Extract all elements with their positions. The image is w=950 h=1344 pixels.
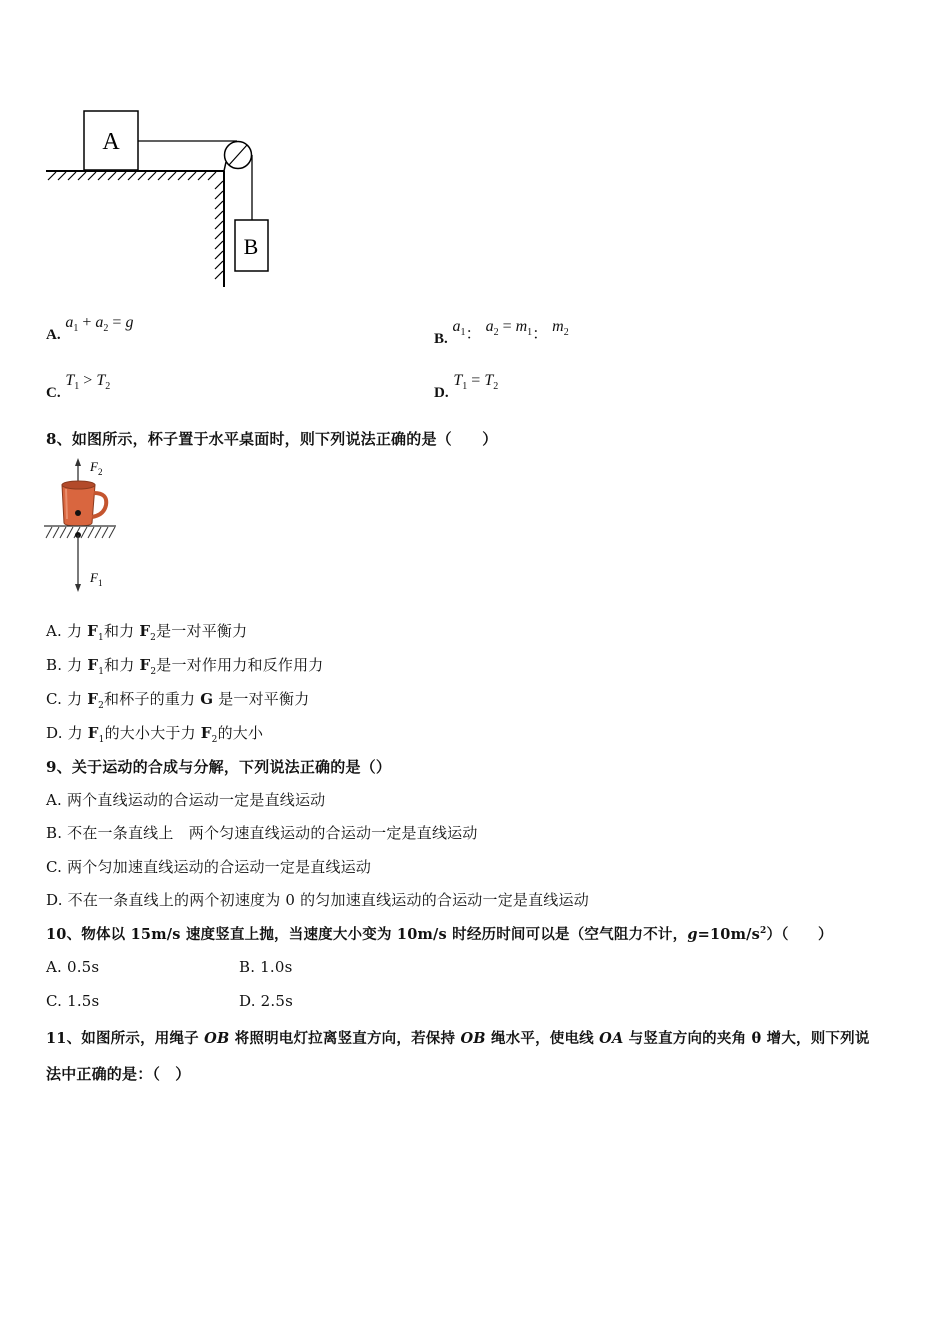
q8-stem: 8、如图所示，杯子置于水平桌面时，则下列说法正确的是（ ） (46, 430, 498, 448)
q7-option-c (46, 371, 111, 401)
formula-c: $T_1 > T_2$ (65, 372, 111, 393)
q11-stem-line2: 法中正确的是：（ ） (46, 1065, 191, 1083)
q9-option-c: C. 两个匀加速直线运动的合运动一定是直线运动 (46, 858, 372, 876)
q7-option-b (434, 313, 569, 347)
q11-stem-line1: 11、如图所示，用绳子 OB 将照明电灯拉离竖直方向，若保持 OB 绳水平，使电线 OA 与竖直方向的夹角 θ 增大，则下列说 (46, 1030, 870, 1047)
q10-stem: 10、物体以 15m/s 速度竖直上抛，当速度大小变为 10m/s 时经历时间可以是（空气阻力不计，$g=10m/s^2$）（ ） (46, 926, 833, 943)
cup-figure (40, 455, 130, 595)
formula-a: $a_1 + a_2 = g$ (65, 314, 134, 335)
q7-option-a (46, 313, 134, 343)
option-letter: D. (434, 385, 449, 401)
q10-option-c: C. 1.5s (46, 992, 100, 1010)
f1-sub: 1 (98, 578, 103, 588)
f2-label: F (90, 459, 98, 474)
block-a-label: A (102, 129, 120, 155)
q10-option-b: B. 1.0s (239, 958, 293, 976)
q10-option-a: A. 0.5s (46, 958, 100, 976)
q9-option-b: B. 不在一条直线上 两个匀速直线运动的合运动一定是直线运动 (46, 824, 478, 842)
q8-option-a: A. 力 $F_1$和力 $F_2$是一对平衡力 (46, 622, 248, 643)
q9-option-a: A. 两个直线运动的合运动一定是直线运动 (46, 791, 326, 809)
option-letter: A. (46, 327, 61, 343)
formula-d: $T_1 = T_2$ (453, 372, 499, 393)
formula-b: $a_1$： $a_2 = m_1$： $m_2$ (452, 318, 569, 343)
block-b-label: B (243, 234, 259, 259)
q9-stem: 9、关于运动的合成与分解，下列说法正确的是（） (46, 758, 392, 776)
q7-option-d (434, 371, 499, 401)
q9-option-d: D. 不在一条直线上的两个初速度为 0 的匀加速直线运动的合运动一定是直线运动 (46, 891, 589, 909)
q8-option-d: D. 力 $F_1$的大小大于力 $F_2$的大小 (46, 724, 264, 745)
f2-sub: 2 (98, 467, 103, 477)
option-letter: B. (434, 331, 448, 347)
option-letter: C. (46, 385, 61, 401)
f1-label: F (90, 570, 98, 585)
q8-option-c: C. 力 $F_2$和杯子的重力 G 是一对平衡力 (46, 690, 310, 711)
block-pulley-figure (40, 105, 280, 295)
q8-option-b: B. 力 $F_1$和力 $F_2$是一对作用力和反作用力 (46, 656, 324, 677)
q10-option-d: D. 2.5s (239, 992, 293, 1010)
